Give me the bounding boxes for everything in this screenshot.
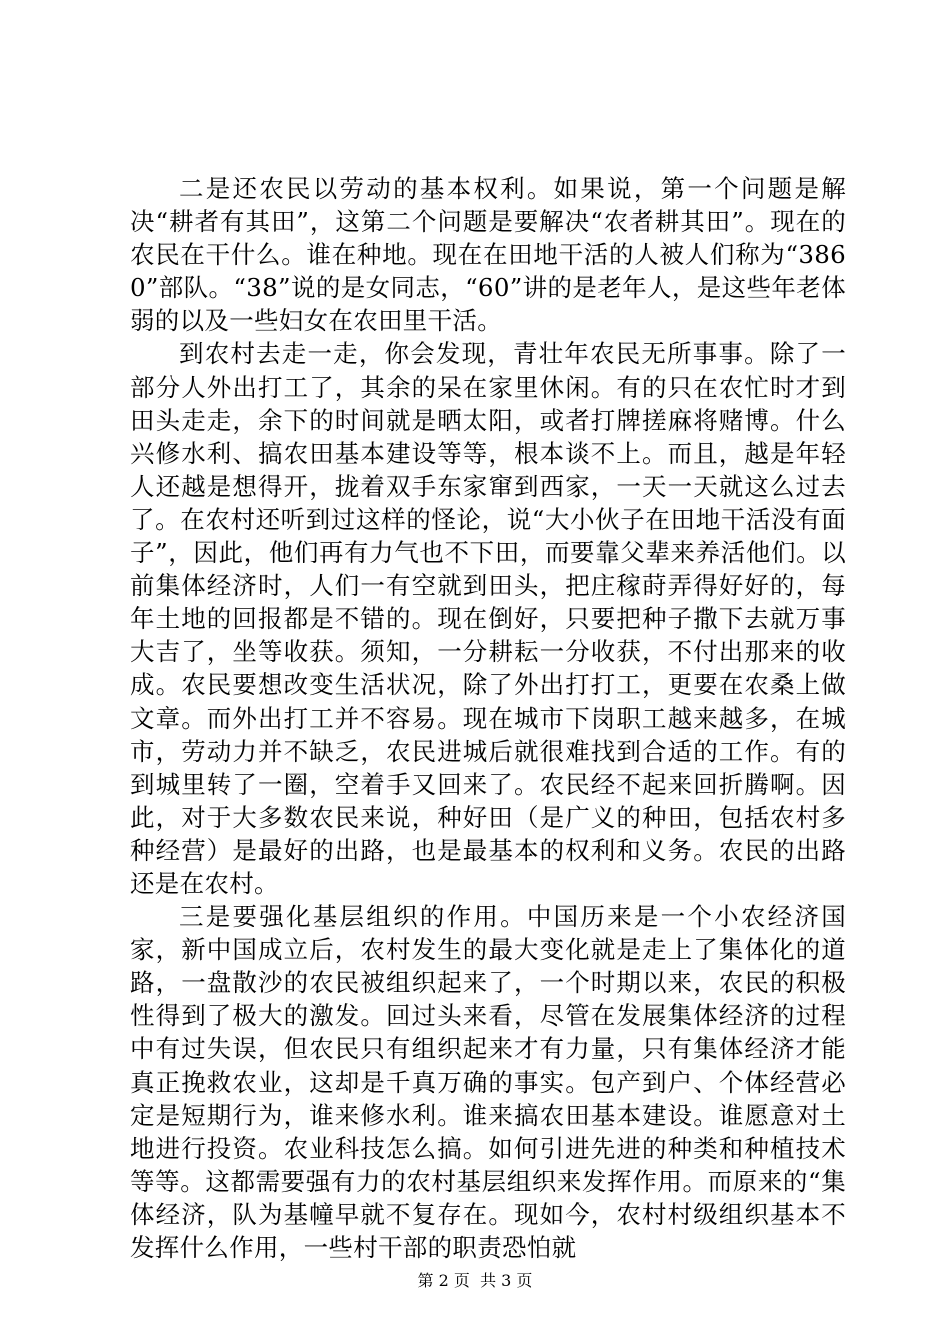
document-body bbox=[130, 172, 846, 1264]
paragraph-2: 到农村去走一走，你会发现，青壮年农民无所事事。除了一部分人外出打工了，其余的呆在家里休闲。有的只在农忙时才到田头走走，余下的时间就是晒太阳，或者打牌搓麻将赌博。什么兴修水利、搞农田基本建设等等，根本谈不上。而且，越是年轻人还越是想得开，拢着双手东家窜到西家，一天一天就这么过去了。在农村还听到过这样的怪论，说“大小伙子在田地干活没有面子”，因此，他们再有力气也不下田，而要靠父辈来养活他们。以前集体经济时，人们一有空就到田头，把庄稼莳弄得好好的，每年土地的回报都是不错的。现在倒好，只要把种子撒下去就万事大吉了，坐等收获。须知，一分耕耘一分收获，不付出那来的收成。农民要想改变生活状况，除了外出打打工，更要在农桑上做文章。而外出打工并不容易。现在城市下岗职工越来越多，在城市，劳动力并不缺乏，农民进城后就很难找到合适的工作。有的到城里转了一圈，空着手又回来了。农民经不起来回折腾啊。因此，对于大多数农民来说，种好田（是广义的种田，包括农村多种经营）是最好的出路，也是最基本的权利和义务。农民的出路还是在农村。 bbox=[130, 339, 846, 898]
page-number-label: 第 2 页 共 3 页 bbox=[417, 1271, 533, 1290]
paragraph-1: 二是还农民以劳动的基本权利。如果说，第一个问题是解决“耕者有其田”，这第二个问题是要解决“农者耕其田”。现在的农民在干什么。谁在种地。现在在田地干活的人被人们称为“3860”部队。“38”说的是女同志，“60”讲的是老年人，是这些年老体弱的以及一些妇女在农田里干活。 bbox=[130, 174, 846, 336]
page-footer bbox=[0, 1271, 950, 1291]
paragraph-3: 三是要强化基层组织的作用。中国历来是一个小农经济国家，新中国成立后，农村发生的最大变化就是走上了集体化的道路，一盘散沙的农民被组织起来了，一个时期以来，农民的积极性得到了极大的激发。回过头来看，尽管在发展集体经济的过程中有过失误，但农民只有组织起来才有力量，只有集体经济才能真正挽救农业，这却是千真万确的事实。包产到户、个体经营必定是短期行为，谁来修水利。谁来搞农田基本建设。谁愿意对土地进行投资。农业科技怎么搞。如何引进先进的种类和种植技术等等。这都需要强有力的农村基层组织来发挥作用。而原来的“集体经济，队为基幢早就不复存在。现如今，农村村级组织基本不发挥什么作用，一些村干部的职责恐怕就 bbox=[130, 902, 846, 1262]
